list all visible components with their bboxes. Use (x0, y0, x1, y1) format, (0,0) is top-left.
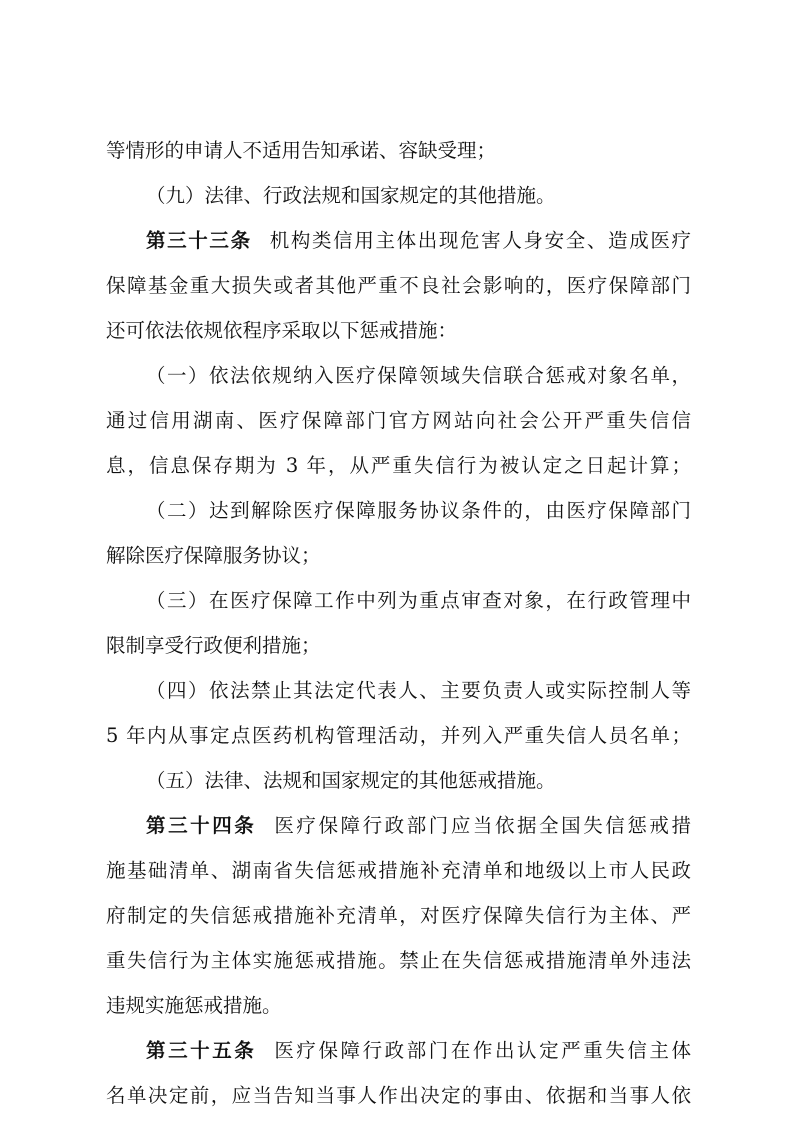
text-line: 解除医疗保障服务协议； (106, 544, 321, 567)
text-line: 重失信行为主体实施惩戒措施。禁止在失信惩戒措施清单外违法 (106, 949, 691, 972)
text-line: 府制定的失信惩戒措施补充清单，对医疗保障失信行为主体、严 (106, 904, 691, 927)
text-line: （三）在医疗保障工作中列为重点审查对象，在行政管理中 (146, 589, 691, 612)
article-number: 第三十三条 (146, 229, 252, 252)
text-line: 等情形的申请人不适用告知承诺、容缺受理； (106, 139, 497, 162)
article-35-heading-line: 第三十五条 医疗保障行政部门在作出认定严重失信主体 (146, 1039, 691, 1062)
article-number: 第三十五条 (146, 1039, 257, 1062)
text-line: 5 年内从事定点医药机构管理活动，并列入严重失信人员名单； (106, 724, 691, 747)
article-number: 第三十四条 (146, 814, 257, 837)
text-line: （一）依法依规纳入医疗保障领域失信联合惩戒对象名单， (146, 364, 691, 387)
text-line: 保障基金重大损失或者其他严重不良社会影响的，医疗保障部门 (106, 274, 691, 297)
text-line: 通过信用湖南、医疗保障部门官方网站向社会公开严重失信信 (106, 409, 691, 432)
text-line: 限制享受行政便利措施； (106, 634, 321, 657)
text-line: （五）法律、法规和国家规定的其他惩戒措施。 (146, 769, 556, 792)
article-33-heading-line: 第三十三条 机构类信用主体出现危害人身安全、造成医疗 (146, 229, 691, 252)
article-34-heading-line: 第三十四条 医疗保障行政部门应当依据全国失信惩戒措 (146, 814, 691, 837)
text-line: 违规实施惩戒措施。 (106, 994, 282, 1017)
text-line: （二）达到解除医疗保障服务协议条件的，由医疗保障部门 (146, 499, 691, 522)
text-line: 还可依法依规依程序采取以下惩戒措施： (106, 319, 458, 342)
text-line: （九）法律、行政法规和国家规定的其他措施。 (146, 184, 556, 207)
text-line: 名单决定前，应当告知当事人作出决定的事由、依据和当事人依 (106, 1084, 691, 1107)
text-line: 息，信息保存期为 3 年，从严重失信行为被认定之日起计算； (106, 454, 691, 477)
text-line: （四）依法禁止其法定代表人、主要负责人或实际控制人等 (146, 679, 691, 702)
text-line: 施基础清单、湖南省失信惩戒措施补充清单和地级以上市人民政 (106, 859, 691, 882)
